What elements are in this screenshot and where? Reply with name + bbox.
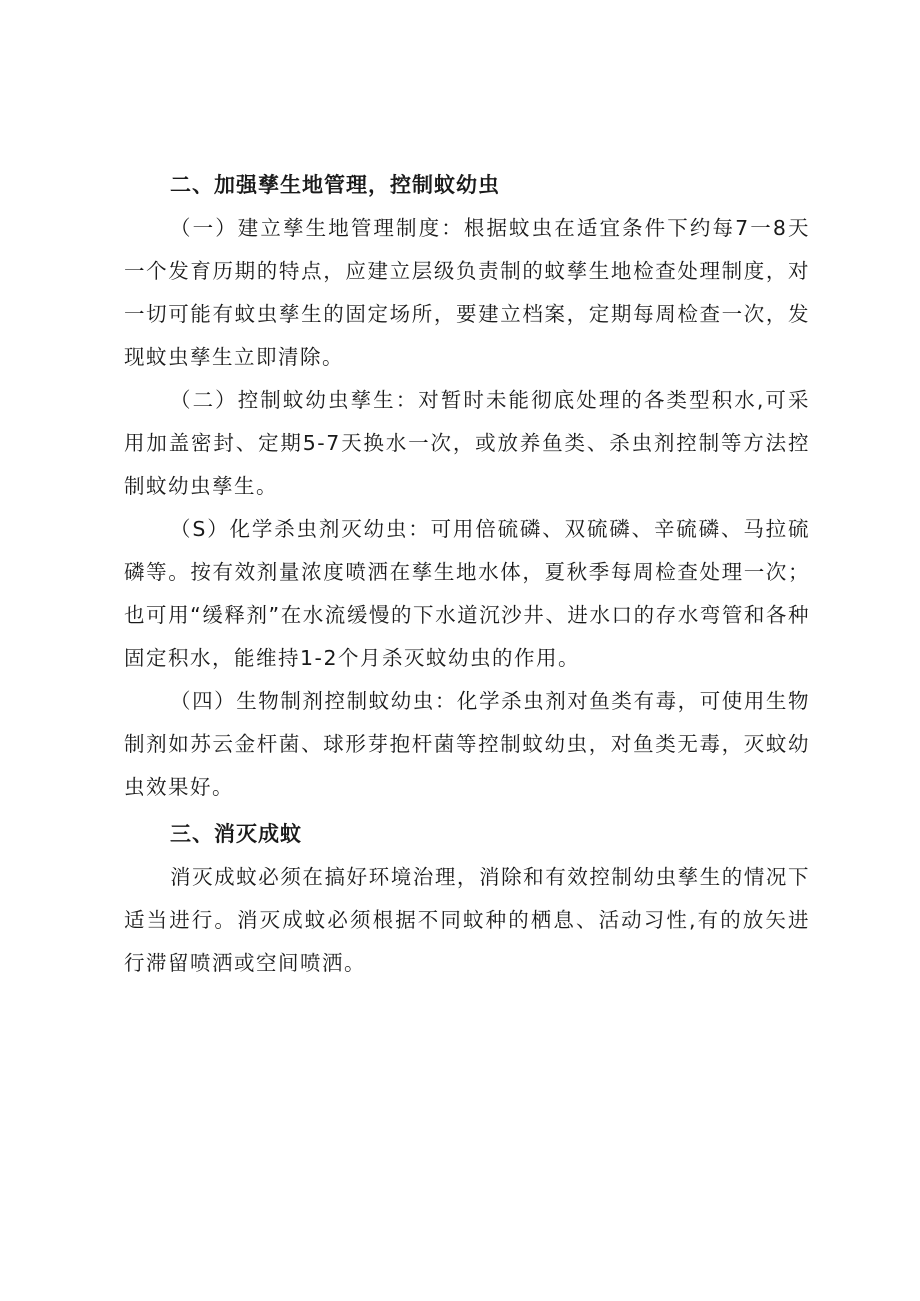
document-body (124, 164, 810, 985)
paragraph-adult-mosquito-control: 消灭成蚊必须在搞好环境治理，消除和有效控制幼虫孳生的情况下适当进行。消灭成蚊必须根据不同蚊种的栖息、活动习性,有的放矢进行滞留喷洒或空间喷洒。 (124, 865, 810, 975)
paragraph-control-larvae-breeding: （二）控制蚊幼虫孳生：对暂时未能彻底处理的各类型积水,可采用加盖密封、定期5-7天换水一次，或放养鱼类、杀虫剂控制等方法控制蚊幼虫孳生。 (124, 388, 810, 498)
paragraph-biological-agents: （四）生物制剂控制蚊幼虫：化学杀虫剂对鱼类有毒，可使用生物制剂如苏云金杆菌、球形芽抱杆菌等控制蚊幼虫，对鱼类无毒，灭蚊幼虫效果好。 (124, 689, 810, 799)
section-heading-breeding-site-management: 二、加强孳生地管理，控制蚊幼虫 (170, 173, 500, 197)
paragraph-chemical-insecticides: （S）化学杀虫剂灭幼虫：可用倍硫磷、双硫磷、辛硫磷、马拉硫磷等。按有效剂量浓度喷洒在孳生地水体，夏秋季每周检查处理一次；也可用“缓释剂”在水流缓慢的下水道沉沙井、进水口的存水弯管和各种固定积水，能维持1-2个月杀灭蚊幼虫的作用。 (124, 517, 810, 670)
paragraph-management-system: （一）建立孳生地管理制度：根据蚊虫在适宜条件下约每7一8天一个发育历期的特点，应建立层级负责制的蚊孳生地检查处理制度，对一切可能有蚊虫孳生的固定场所，要建立档案，定期每周检查一次，发现蚊虫孳生立即清除。 (124, 216, 810, 369)
section-heading-kill-adult-mosquitoes: 三、消灭成蚊 (170, 822, 302, 846)
